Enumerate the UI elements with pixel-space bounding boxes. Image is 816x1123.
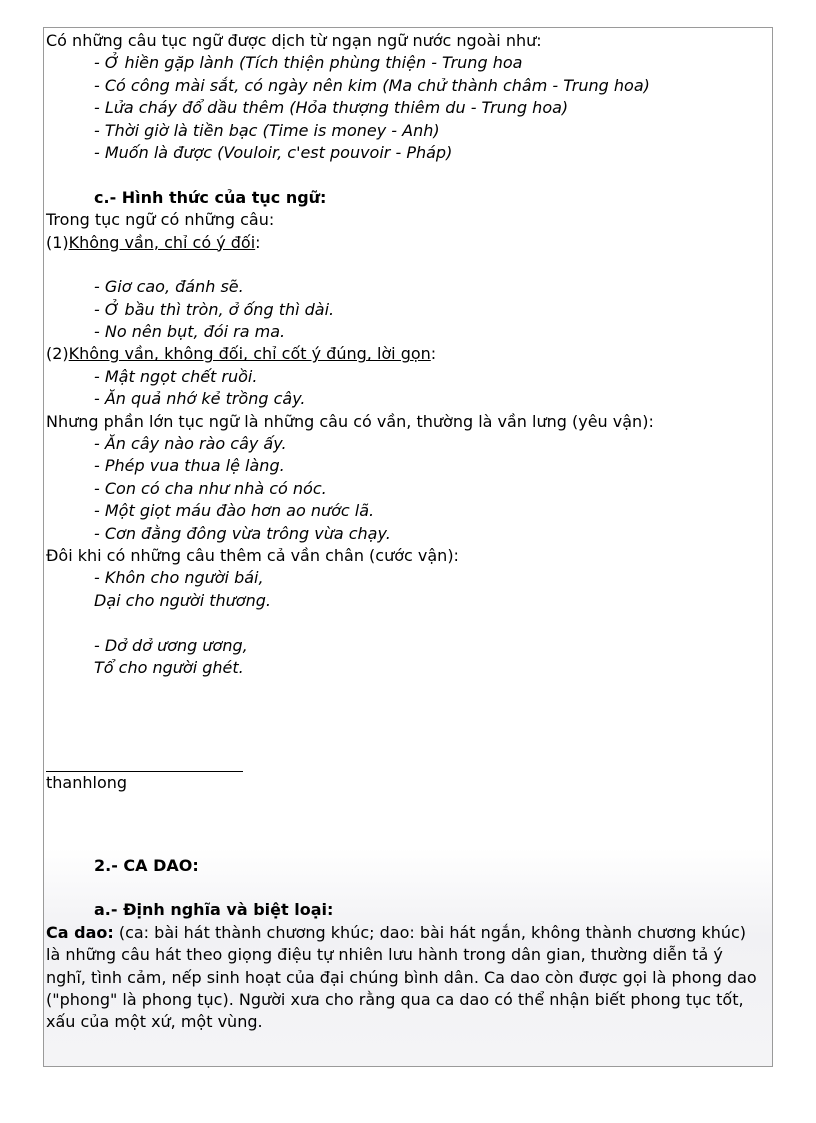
type2-colon: : (430, 344, 437, 364)
definition-text: (ca: bài hát thành chương khúc; dao: bài hát ngắn, không thành chương khúc) là những câu hát theo giọng điệu tự nhiên lưu hành trong dân gian, thường diễn tả ý nghĩ, tình cảm, nếp sinh hoạt của đại chúng bình dân. Ca dao còn được gọi là phong dao ("phong" là phong tục). Người xưa cho rằng qua ca dao có thể nhận biết phong tục tốt, xấu của một xứ, một vùng. (46, 922, 757, 1032)
definition-term: Ca dao: (46, 922, 114, 942)
type2-number: (2) (46, 344, 69, 364)
type1-colon: : (255, 232, 261, 252)
section-heading-2: 2.- CA DAO: (94, 855, 199, 875)
intro-text: Có những câu tục ngữ được dịch từ ngạn ngữ nước ngoài như: (46, 31, 542, 50)
translated-item: - Ở hiền gặp lành (Tích thiện phùng thiện - Trung hoa (94, 53, 523, 73)
type2-example: - Ăn quả nhớ kẻ trồng cây. (94, 389, 306, 409)
rhyme-example: - Phép vua thua lệ làng. (94, 456, 285, 476)
type2-heading (46, 343, 768, 365)
rhyme-example: - Cơn đằng đông vừa trông vừa chạy. (94, 523, 391, 543)
form-intro: Trong tục ngữ có những câu: (46, 210, 275, 230)
type1-heading (46, 232, 768, 254)
type1-example: - Giơ cao, đánh sẽ. (94, 277, 244, 297)
type1-number: (1) (46, 232, 69, 252)
type1-example: - No nên bụt, đói ra ma. (94, 322, 286, 342)
rhyme-example: - Con có cha như nhà có nóc. (94, 478, 327, 498)
type1-label: Không vần, chỉ có ý đối (68, 232, 256, 252)
rhyme-intro: Nhưng phần lớn tục ngữ là những câu có vần, thường là vần lưng (yêu vận): (46, 411, 654, 431)
author-name: thanhlong (46, 772, 128, 792)
section-heading-2a: a.- Định nghĩa và biệt loại: (94, 900, 334, 920)
definition-paragraph (46, 922, 762, 1034)
type2-label: Không vần, không đối, chỉ cốt ý đúng, lời gọn (68, 344, 431, 364)
document-body (46, 30, 768, 1034)
type2-example: - Mật ngọt chết ruồi. (94, 366, 258, 386)
translated-item: - Có công mài sắt, có ngày nên kim (Ma chử thành châm - Trung hoa) (94, 75, 650, 95)
translated-item: - Muốn là được (Vouloir, c'est pouvoir - Pháp) (94, 142, 453, 162)
translated-item: - Thời giờ là tiền bạc (Time is money - Anh) (94, 120, 440, 140)
end-rhyme-line: - Khôn cho người bái, (94, 568, 264, 588)
type1-example: - Ở bầu thì tròn, ở ống thì dài. (94, 299, 335, 319)
end-rhyme-intro: Đôi khi có những câu thêm cả vần chân (cước vận): (46, 545, 459, 565)
translated-item: - Lửa cháy đổ dầu thêm (Hỏa thượng thiêm du - Trung hoa) (94, 98, 569, 118)
rhyme-example: - Ăn cây nào rào cây ấy. (94, 434, 287, 454)
section-heading-c: c.- Hình thức của tục ngữ: (94, 187, 327, 207)
rhyme-example: - Một giọt máu đào hơn ao nước lã. (94, 501, 375, 521)
end-rhyme-line: Dại cho người thương. (94, 590, 271, 610)
end-rhyme-line: - Dở dở ương ương, (94, 635, 248, 655)
end-rhyme-line: Tổ cho người ghét. (94, 657, 244, 677)
